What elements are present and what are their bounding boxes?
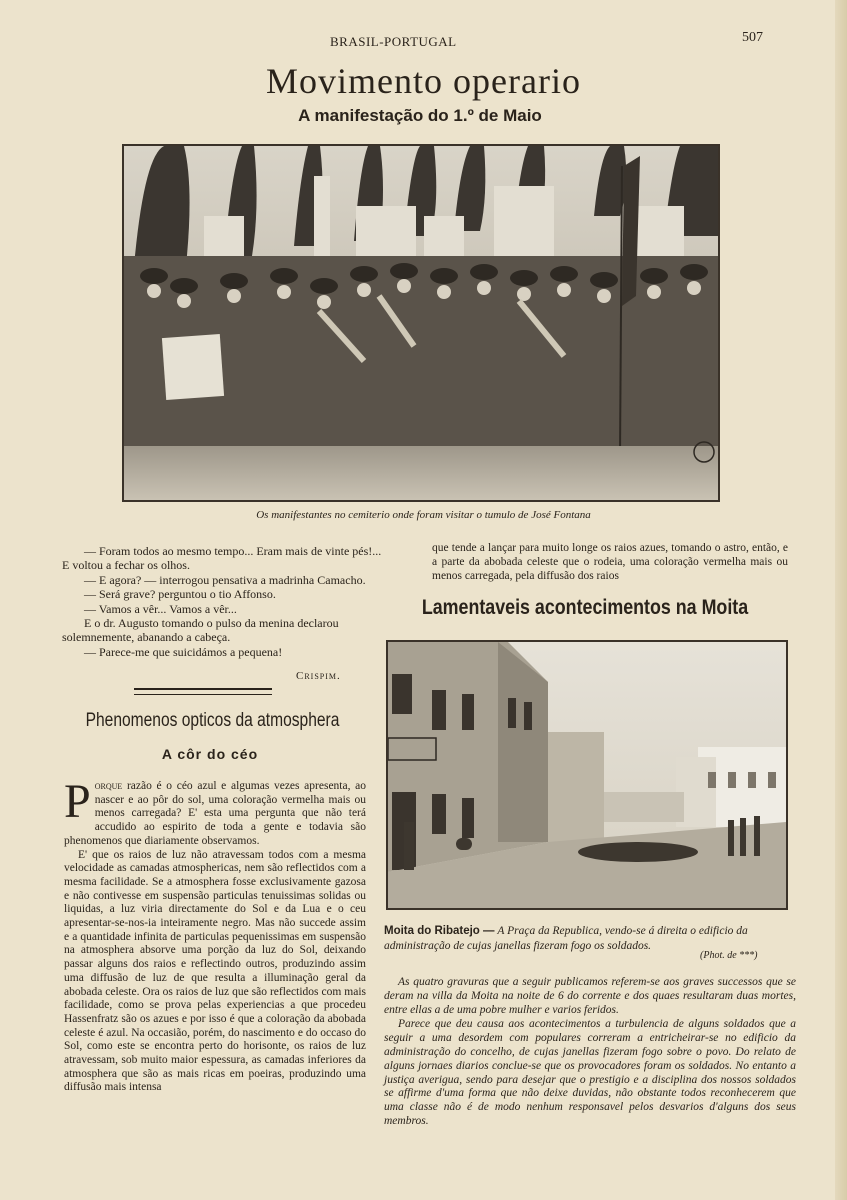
paragraph: Parece que deu causa aos acontecimentos a turbulencia de alguns soldados que a seguir a uma desordem com populares correram a entricheirar-se no edificio da administração do concelho, de cujas janellas fizeram fogo sobre o povo. Do relato de alguns jornaes diarios conclue-se que os provocadores foram os soldados. No entanto a justiça averigua, sendo para desejar que o prestigio e a disciplina dos nossos soldados se affirme d'uma forma que não deixe duvidas, não obstante todos reconhecerem que uma classe não é de modo nenhum responsavel pelos desvarios d'alguns dos seus membros.: [384, 1018, 796, 1127]
dialog-line: E o dr. Augusto tomando o pulso da menina declarou: [84, 616, 339, 631]
paragraph: As quatro gravuras que a seguir publicamos referem-se aos graves successos que se deram na villa da Moita na noite de 6 do corrente e dos quaes resultaram duas mortes, entre ellas a de uma pobre mulher e varios feridos.: [384, 976, 796, 1016]
photo-caption: Os manifestantes no cemiterio onde foram visitar o tumulo de José Fontana: [256, 509, 591, 521]
photo-moita-square-image: [388, 642, 786, 908]
paragraph: razão é o céo azul e algumas vezes apresenta, ao nascer e ao pôr do sol, uma coloração vermelha mais ou menos carregada? E' esta uma pergunta que não terá accudido ao espirito de toda a gente e todavia são phenomenos que diariamente observamos.: [64, 780, 366, 847]
story-ending-dialog: [62, 544, 392, 659]
lead-in: orque: [94, 780, 123, 792]
page-title: Movimento operario: [266, 61, 581, 101]
photo-moita-square: [386, 640, 788, 910]
article-body-optics: [64, 775, 366, 1095]
dialog-line: — Será grave? perguntou o tio Affonso.: [84, 587, 276, 602]
article-body-moita: [384, 976, 796, 1130]
page-number: 507: [742, 30, 763, 45]
dialog-line: — Foram todos ao mesmo tempo... Eram mais de vinte pés!...: [84, 544, 382, 558]
photo-credit: (Phot. de ***): [700, 950, 758, 961]
page-edge: [835, 0, 847, 1200]
drop-cap: P: [64, 775, 91, 828]
paragraph: E' que os raios de luz não atravessam todos com a mesma velocidade as camadas atmosphericas, nem são reflectidos com a mesma facilidade. Se a atmosphera fosse exclusivamente gazosa e não contivesse em suspensão particulas tenuissimas solidas ou liquidas, a luz viria directamente do Sol e da Lua e o ceu apresentar-se-nos-ia inteiramente negro. Mas não succede assim e a quantidade infinita de particulas pequenissimas em suspensão na atmosphera absorve uma porção da luz do Sol, deixando passar alguns dos raios e reflectindo outros, produzindo assim uma diffusão de luz de que resulta a illuminação geral da abobada celeste. Ora os raios de luz que são reflectidos com mais facilidade, como se prova pelas experiencias a que procedeu Hassenfratz são os azues e por isso é que a coloração da abobada celeste é azul. Na occasião, porém, do nascimento e do occaso do Sol, como este se encontra perto do horisonte, os raios de luz atravessam, sob muito maior espessura, as camadas inferiores da atmosphera que são as mais ricas em poeiras, produzindo uma diffusão mais intensa: [64, 848, 366, 1094]
dialog-line: — Vamos a vêr... Vamos a vêr...: [84, 601, 237, 616]
author-signature: Crispim.: [296, 670, 341, 682]
dialog-line: — E agora? — interrogou pensativa a madrinha Camacho.: [84, 572, 366, 587]
dialog-line: — Parece-me que suicidámos a pequena!: [84, 644, 283, 659]
dialog-line: solemnemente, abanando a cabeça.: [62, 630, 231, 645]
page-subtitle: A manifestação do 1.º de Maio: [298, 106, 542, 125]
section-divider: [134, 688, 272, 695]
article-heading-moita: Lamentaveis acontecimentos na Moita: [421, 596, 749, 619]
running-head: BRASIL-PORTUGAL: [330, 34, 457, 49]
caption-text: A Praça da Republica, vendo-se á direita o edificio da administração de cujas janellas fizeram fogo os soldados.: [384, 925, 748, 952]
article-heading-optics: Phenomenos opticos da atmosphera: [85, 710, 340, 731]
article-continuation: que tende a lançar para muito longe os raios azues, tomando o astro, então, e a parte da abobada celeste que o rodeia, uma coloração vermelha mais ou menos carregada, pela diffusão dos raios: [432, 542, 788, 582]
dialog-line: E voltou a fechar os olhos.: [62, 558, 190, 573]
photo-cemetery-crowd-image: [124, 146, 718, 500]
caption-place: Moita do Ribatejo —: [384, 925, 495, 937]
article-subheading-optics: A côr do céo: [161, 746, 259, 762]
photo-cemetery-crowd: [122, 144, 720, 502]
